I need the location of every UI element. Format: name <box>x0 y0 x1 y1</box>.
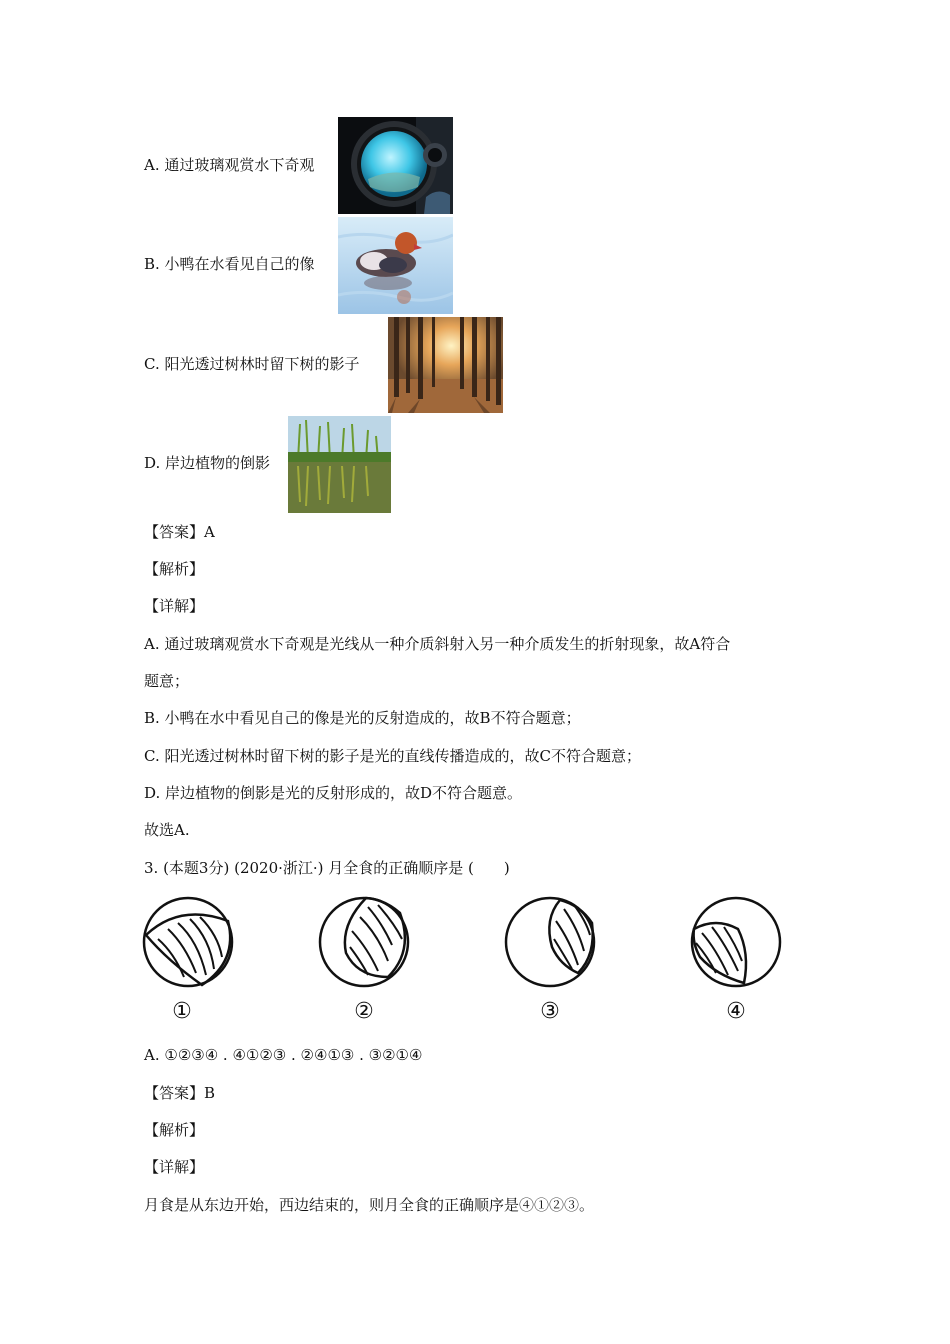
q3-stem: 3. (本题3分) (2020·浙江·) 月全食的正确顺序是 ( ) <box>144 859 510 877</box>
moon-label-4: ④ <box>726 999 746 1024</box>
moon-label-2: ② <box>354 999 374 1024</box>
option-d-text: D. 岸边植物的倒影 <box>144 454 271 472</box>
q2-detail-c: C. 阳光透过树林时留下树的影子是光的直线传播造成的，故C不符合题意； <box>144 747 641 765</box>
q2-conclusion: 故选A. <box>144 821 190 839</box>
porthole-underwater-image <box>338 117 453 214</box>
moon-figure-1 <box>140 895 240 1025</box>
moon-figure-4 <box>688 895 788 1025</box>
duck-reflection-image <box>338 217 453 314</box>
q2-detail-b: B. 小鸭在水中看见自己的像是光的反射造成的，故B不符合题意； <box>144 709 581 727</box>
moon-figure-2 <box>316 895 416 1025</box>
q2-answer: 【答案】A <box>144 523 215 541</box>
q2-detail-a-line2: 题意； <box>144 672 190 690</box>
q2-analysis-heading: 【解析】 <box>144 560 205 578</box>
moon-label-3: ③ <box>540 999 560 1024</box>
option-a-text: A. 通过玻璃观赏水下奇观 <box>144 156 315 174</box>
q3-detail: 月食是从东边开始，西边结束的，则月全食的正确顺序是④①②③。 <box>144 1196 595 1214</box>
option-b-text: B. 小鸭在水看见自己的像 <box>144 255 315 273</box>
option-c-text: C. 阳光透过树林时留下树的影子 <box>144 355 360 373</box>
q2-detail-heading: 【详解】 <box>144 597 205 615</box>
q3-detail-heading: 【详解】 <box>144 1158 205 1176</box>
q2-detail-a-line1: A. 通过玻璃观赏水下奇观是光线从一种介质斜射入另一种介质发生的折射现象，故A符合 <box>144 635 731 653</box>
plants-reflection-image <box>288 416 391 513</box>
forest-sunlight-image <box>388 317 503 413</box>
q3-answer: 【答案】B <box>144 1084 216 1102</box>
moon-label-1: ① <box>172 999 192 1024</box>
moon-figure-3 <box>502 895 602 1025</box>
q3-analysis-heading: 【解析】 <box>144 1121 205 1139</box>
q3-options: A. ①②③④ . ④①②③ . ②④①③ . ③②①④ <box>144 1046 423 1064</box>
q2-detail-d: D. 岸边植物的倒影是光的反射形成的，故D不符合题意。 <box>144 784 523 802</box>
